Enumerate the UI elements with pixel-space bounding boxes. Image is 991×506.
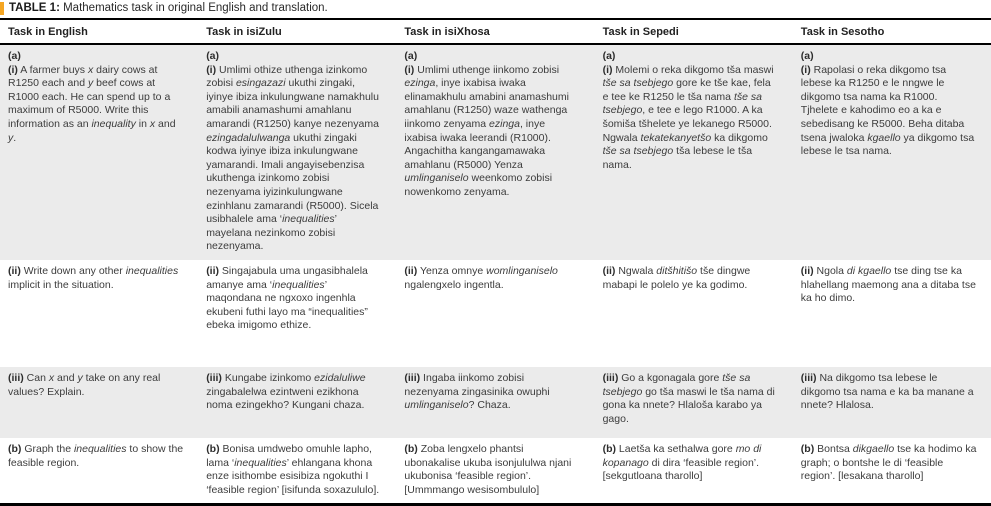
cell-a-isixhosa: (a) (i) Umlimi uthenge iinkomo zobisi ezinga, inye ixabisa iwaka elinamakhulu amabini anamashumi amahlanu (R1250) waze wathenga iinkomo zenyama ezinga, inye ixabisa iwaka leerandi (R1000). Angachitha kangangamawaka amahlanu (R5000) Yenza umlinganiselo weenkomo zobisi nowenkomo zenyama. (404, 50, 569, 198)
table-row-iii (0, 367, 991, 438)
column-header-sepedi: Task in Sepedi (602, 26, 679, 38)
cell-b-english: (b) Graph the inequalities to show the feasible region. (8, 442, 184, 469)
cell-b-sepedi: (b) Laetša ka sethalwa gore mo di kopanago di dira ‘feasible region’. [sekgutloana tharollo] (602, 442, 762, 483)
cell-ii-english: (ii) Write down any other inequalities implicit in the situation. (8, 264, 179, 291)
caption-label: TABLE 1: (9, 2, 60, 14)
column-header-english: Task in English (8, 26, 88, 38)
cell-ii-sepedi: (ii) Ngwala ditšhitišo tše dingwe mabapi le polelo ye ka godimo. (602, 264, 751, 291)
cell-iii-sepedi: (iii) Go a kgonagala gore tše sa tsebjego go tša maswi le tša nama di gona ka nnete? Hlaloša karabo ya gago. (602, 371, 775, 425)
column-header-isizulu: Task in isiZulu (206, 26, 282, 38)
cell-ii-isizulu: (ii) Singajabula uma ungasibhalela amanye ama ‘inequalities’ maqondana ne ngxoxo ingenhla ekubeni futhi layo ma “inequalities” ebeka imigomo ethize. (206, 264, 368, 332)
cell-a-isizulu: (a) (i) Umlimi othize uthenga izinkomo zobisi esingazazi ukuthi zingaki, iyinye ibiza inkulungwane namakhulu amabili anamashumi amahlanu amarandi (R1250) kanye nezenyama ezingadalulwanga ukuthi zingaki kodwa iyinye ibiza inkulungwane yamarandi. Imali angayisebenzisa ukuthenga izinkomo zobisi nezenyama iyizinkulungwane ezinhlanu zamarandi (R5000). Sicela usibhalele ama ‘inequalities’ mayelana nezinkomo zobisi nezenyama. (206, 50, 379, 253)
cell-b-isixhosa: (b) Zoba lengxelo phantsi ubonakalise ukuba isonjululwa njani ukubonisa ‘feasible region’. [Ummmango wesisombululo] (404, 442, 572, 496)
cell-iii-sesotho: (iii) Na dikgomo tsa lebese le dikgomo tsa nama e ka ba manane a nnete? Hlalosa. (800, 371, 974, 412)
caption-accent-bar (0, 2, 4, 15)
table-row-a (0, 45, 991, 260)
table-row-ii (0, 260, 991, 367)
cell-a-english: (a) (i) A farmer buys x dairy cows at R1250 each and y beef cows at R1000 each. He can spend up to a maximum of R5000. Write this information as an inequality in x and y. (8, 50, 176, 144)
table-caption (0, 0, 991, 20)
column-header-sesotho: Task in Sesotho (800, 26, 885, 38)
cell-iii-english: (iii) Can x and y take on any real values? Explain. (8, 371, 161, 398)
caption-text (9, 2, 328, 15)
cell-a-sepedi: (a) (i) Molemi o reka dikgomo tša maswi tše sa tsebjego gore ke tše kae, fela e tee ke R1250 le tša nama tše sa tsebjego, e tee e lego R1000. A ka šomiša tšhelete ye lekanego R5000. Ngwala tekatekanyetšo ka dikgomo tše sa tsebjego tša lebese le tša nama. (602, 50, 774, 171)
cell-ii-isixhosa: (ii) Yenza omnye womlinganiselo ngalengxelo ingentla. (404, 264, 558, 291)
table-row-b (0, 438, 991, 503)
cell-b-isizulu: (b) Bonisa umdwebo omuhle lapho, lama ‘inequalities’ ehlangana khona enze isithombe esisibiza ngokuthi I ‘feasible region’ [isifunda soxazululo]. (206, 442, 380, 496)
caption-title: Mathematics task in original English and translation. (59, 2, 328, 14)
cell-iii-isizulu: (iii) Kungabe izinkomo ezidaluliwe zingabalelwa ezintweni ezikhona noma ezingekho? Kungani chaza. (206, 371, 366, 412)
cell-a-sesotho: (a) (i) Rapolasi o reka dikgomo tsa lebese ka R1250 e le nngwe le dikgomo tsa nama ka R1000. Tjhelete e kahodimo eo a ka e sebedisang ke R5000. Beha ditaba tsena jwaloka kgaello ya dikgomo tsa lebese le tsa nama. (800, 50, 975, 158)
cell-iii-isixhosa: (iii) Ingaba iinkomo zobisi nezenyama zingasinika owuphi umlinganiselo? Chaza. (404, 371, 550, 412)
column-header-isixhosa: Task in isiXhosa (404, 26, 490, 38)
cell-b-sesotho: (b) Bontsa dikgaello tse ka hodimo ka graph; o bontshe le di ‘feasible region’. [lesakana tharollo] (800, 442, 977, 483)
cell-ii-sesotho: (ii) Ngola di kgaello tse ding tse ka hlahellang maemong ana a ditaba tse ka ho dimo. (800, 264, 976, 305)
table-header-row (0, 20, 991, 45)
